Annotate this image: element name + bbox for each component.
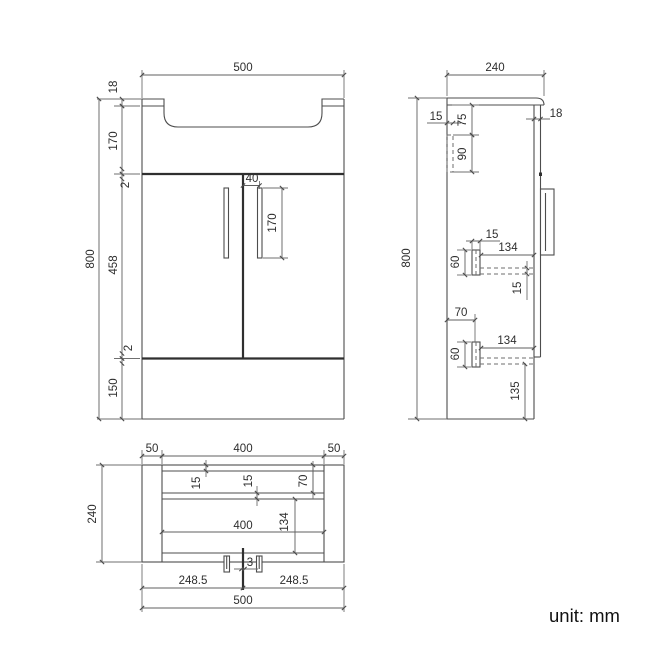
counter-top-profile bbox=[447, 98, 544, 105]
unit-note: unit: mm bbox=[549, 605, 620, 626]
dim-plan-rail-thickness: 15 bbox=[243, 474, 255, 488]
dim-side-lower-shelf-depth: 134 bbox=[497, 335, 517, 347]
dim-side-door-thickness: 18 bbox=[549, 108, 563, 120]
dim-plan-inner-width: 400 bbox=[233, 520, 253, 532]
dim-front-door-height: 458 bbox=[108, 255, 120, 275]
dim-side-batten-height: 90 bbox=[457, 147, 469, 161]
dim-plan-left-end: 50 bbox=[145, 443, 159, 455]
door-gap-mark bbox=[539, 173, 542, 177]
dim-plan-rail-offset: 70 bbox=[298, 474, 310, 488]
basin-recess-profile bbox=[142, 99, 344, 127]
dim-plan-back-thickness: 15 bbox=[191, 476, 203, 490]
dim-side-shelf-thickness: 15 bbox=[512, 281, 524, 295]
dim-side-bottom-offset: 135 bbox=[510, 381, 522, 401]
dim-front-height: 800 bbox=[85, 249, 97, 269]
wall-batten-hidden bbox=[447, 135, 453, 172]
dim-side-batten-width: 15 bbox=[429, 111, 443, 123]
dim-side-upper-bracket-width: 15 bbox=[485, 229, 499, 241]
right-door-handle bbox=[258, 188, 263, 258]
dim-side-upper-shelf-depth: 134 bbox=[498, 242, 518, 254]
dim-side-lower-bracket-offset: 70 bbox=[454, 307, 468, 319]
dim-plan-left-door: 248.5 bbox=[178, 575, 208, 587]
dim-plan-door-gap: 3 bbox=[246, 557, 254, 569]
dim-plan-shelf-depth: 134 bbox=[279, 512, 291, 532]
front-view bbox=[85, 62, 344, 419]
dim-front-handle-length: 170 bbox=[267, 213, 279, 233]
dim-side-upper-bracket-height: 60 bbox=[450, 255, 462, 269]
dim-plan-width: 500 bbox=[233, 595, 253, 607]
dim-plan-depth: 240 bbox=[87, 504, 99, 524]
dim-side-batten-top: 75 bbox=[457, 113, 469, 127]
dim-plan-inner-width-top: 400 bbox=[233, 443, 253, 455]
dim-plan-right-door: 248.5 bbox=[279, 575, 309, 587]
dim-side-depth: 240 bbox=[485, 62, 505, 74]
left-door-handle bbox=[224, 188, 229, 258]
dim-side-lower-bracket-height: 60 bbox=[450, 347, 462, 361]
dim-front-top-gap: 2 bbox=[120, 181, 132, 189]
dim-plan-right-end: 50 bbox=[327, 443, 341, 455]
dim-front-counter-thickness: 18 bbox=[108, 80, 120, 94]
dim-front-width: 500 bbox=[233, 62, 253, 74]
side-view bbox=[401, 62, 562, 419]
dim-front-handle-offset: 40 bbox=[245, 173, 259, 185]
dim-front-basin-height: 170 bbox=[108, 131, 120, 151]
dim-front-plinth: 150 bbox=[108, 378, 120, 398]
dim-front-bottom-gap: 2 bbox=[123, 344, 135, 352]
side-handle bbox=[541, 189, 555, 255]
dim-side-height: 800 bbox=[401, 248, 413, 268]
plan-view bbox=[87, 443, 344, 612]
